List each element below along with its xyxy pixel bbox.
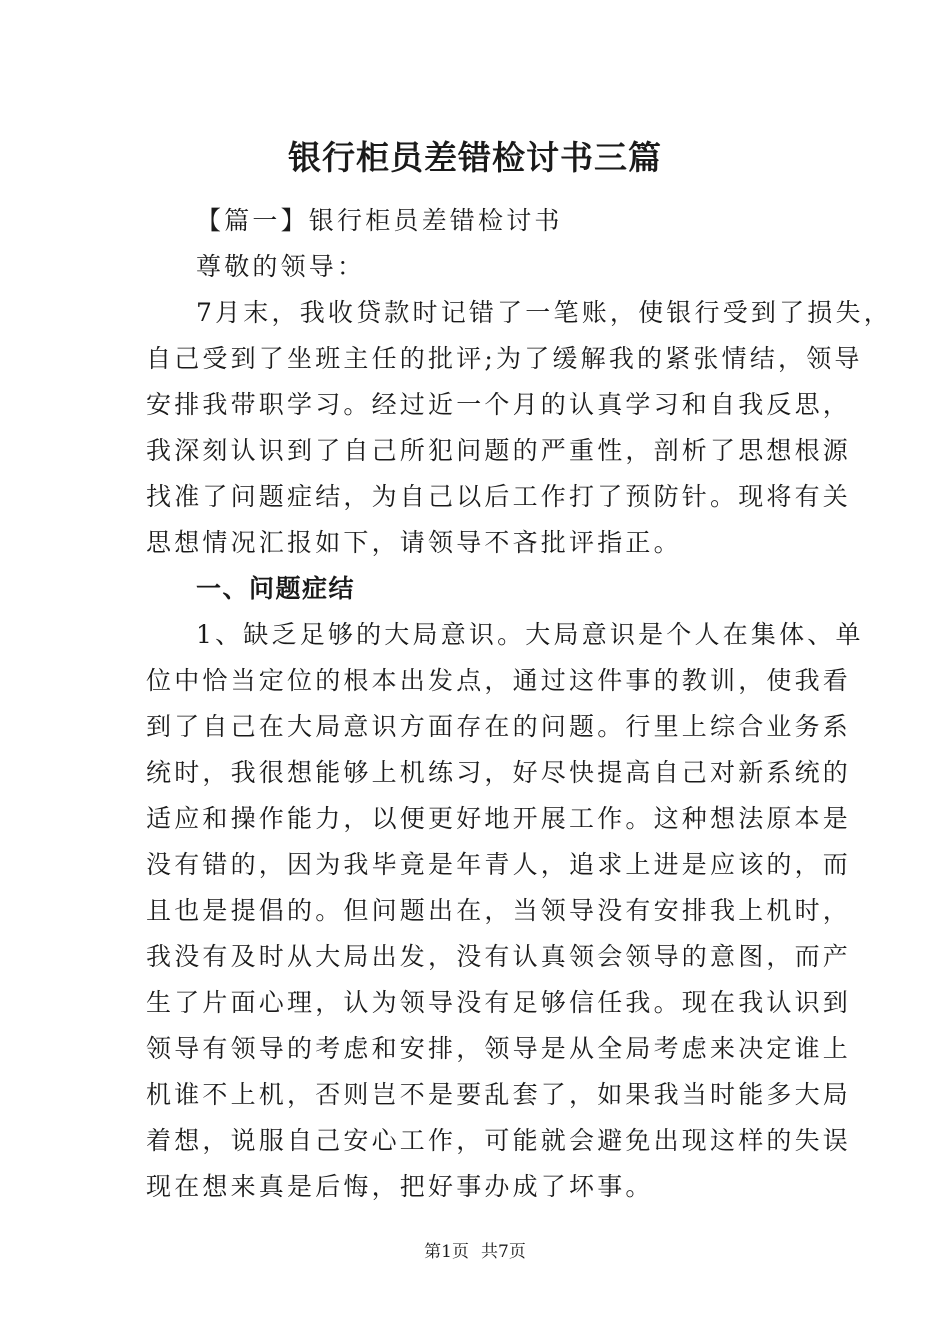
paragraph-line: 统时，我很想能够上机练习，好尽快提高自己对新系统的 xyxy=(146,758,852,787)
section-heading: 一、问题症结 xyxy=(196,574,356,603)
paragraph-line: 我没有及时从大局出发，没有认真领会领导的意图，而产 xyxy=(146,942,852,971)
paragraph-line: 位中恰当定位的根本出发点，通过这件事的教训，使我看 xyxy=(146,666,852,695)
section-label: 【篇一】银行柜员差错检讨书 xyxy=(196,206,563,235)
paragraph-line: 1、缺乏足够的大局意识。大局意识是个人在集体、单 xyxy=(196,620,864,649)
paragraph-line: 没有错的，因为我毕竟是年青人，追求上进是应该的，而 xyxy=(146,850,852,879)
paragraph-line: 安排我带职学习。经过近一个月的认真学习和自我反思， xyxy=(146,390,852,419)
page-number-total: 共7页 xyxy=(481,1242,526,1262)
paragraph-line: 7月末，我收贷款时记错了一笔账，使银行受到了损失， xyxy=(196,298,892,327)
salutation: 尊敬的领导： xyxy=(196,252,366,281)
paragraph-line: 机谁不上机，否则岂不是要乱套了，如果我当时能多大局 xyxy=(146,1080,852,1109)
paragraph-line: 生了片面心理，认为领导没有足够信任我。现在我认识到 xyxy=(146,988,852,1017)
paragraph-line: 着想，说服自己安心工作，可能就会避免出现这样的失误 xyxy=(146,1126,852,1155)
paragraph-line: 找准了问题症结，为自己以后工作打了预防针。现将有关 xyxy=(146,482,852,511)
paragraph-line: 现在想来真是后悔，把好事办成了坏事。 xyxy=(146,1172,654,1201)
paragraph-line: 且也是提倡的。但问题出在，当领导没有安排我上机时， xyxy=(146,896,852,925)
page-footer xyxy=(0,1240,950,1264)
paragraph-line: 自己受到了坐班主任的批评;为了缓解我的紧张情结，领导 xyxy=(146,344,863,373)
paragraph-line: 思想情况汇报如下，请领导不吝批评指正。 xyxy=(146,528,682,557)
document-title: 银行柜员差错检讨书三篇 xyxy=(288,138,662,177)
paragraph-line: 我深刻认识到了自己所犯问题的严重性，剖析了思想根源 xyxy=(146,436,852,465)
document-body xyxy=(146,198,892,1210)
page-number-current: 第1页 xyxy=(424,1242,469,1262)
paragraph-line: 到了自己在大局意识方面存在的问题。行里上综合业务系 xyxy=(146,712,852,741)
paragraph-line: 适应和操作能力，以便更好地开展工作。这种想法原本是 xyxy=(146,804,852,833)
paragraph-line: 领导有领导的考虑和安排，领导是从全局考虑来决定谁上 xyxy=(146,1034,852,1063)
